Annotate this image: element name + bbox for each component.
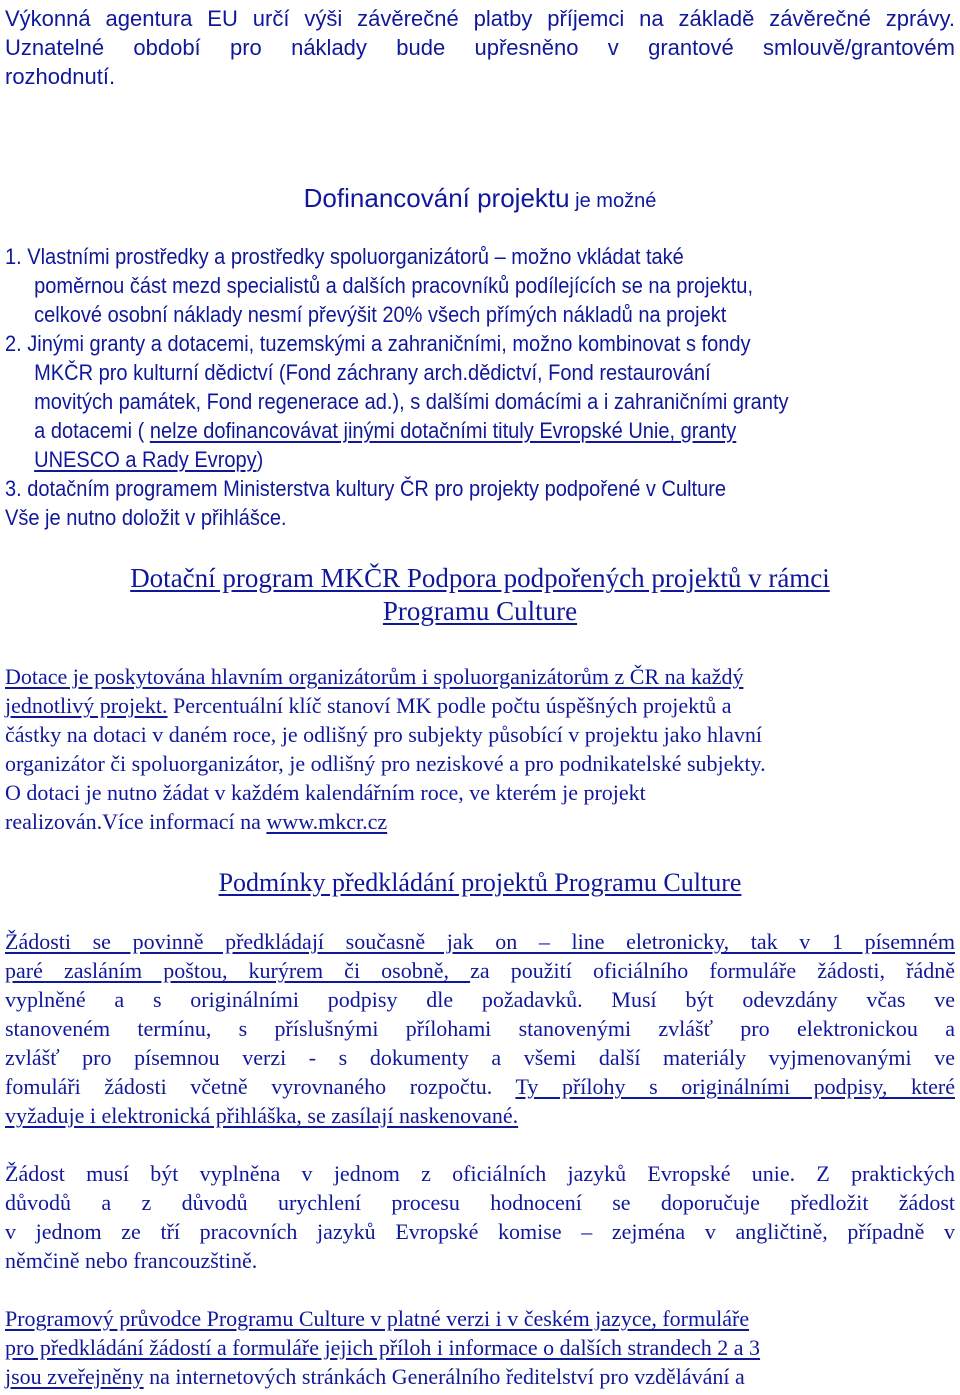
cofinancing-list	[5, 242, 955, 532]
text-plain: a dotacemi (	[34, 418, 150, 443]
intro-line: rozhodnutí.	[5, 64, 116, 89]
list-item-1-line: poměrnou část mezd specialistů a dalších pracovníků podílejících se na projektu,	[34, 273, 754, 298]
conditions-paragraph-1	[5, 927, 955, 1130]
text-plain: fomuláři žádosti včetně vyrovnaného rozpočtu.	[5, 1074, 516, 1099]
conditions-line: Programový průvodce Programu Culture v platné verzi i v českém jazyce, formuláře	[5, 1306, 750, 1331]
conditions-line: Žádost musí být vyplněna v jednom z oficiálních jazyků Evropské unie. Z praktických	[5, 1161, 955, 1186]
list-item-1-line: celkové osobní náklady nesmí převýšit 20% všech přímých nákladů na projekt	[34, 302, 727, 327]
conditions-line	[5, 1072, 955, 1101]
text-plain: Percentuální klíč stanoví MK podle počtu úspěšných projektů a	[167, 693, 732, 718]
text-plain: na internetových stránkách Generálního ředitelství pro vzdělávání a	[143, 1364, 745, 1389]
conditions-paragraph-2	[5, 1159, 955, 1275]
text-plain: za použití oficiálního formuláře žádosti, řádně	[470, 958, 955, 983]
cofinancing-closing: Vše je nutno doložit v přihlášce.	[5, 505, 287, 530]
intro-paragraph	[5, 4, 955, 91]
conditions-line	[5, 1362, 955, 1391]
mkcr-link[interactable]: www.mkcr.cz	[266, 809, 388, 834]
mkcr-title-line: Dotační program MKČR Podpora podpořených projektů v rámci	[130, 563, 830, 593]
mkcr-program-title	[5, 562, 955, 628]
list-item-2-line: movitých památek, Fond regenerace ad.), s dalšími domácími a i zahraničními granty	[34, 389, 789, 414]
mkcr-title-line: Programu Culture	[382, 596, 578, 626]
conditions-title	[5, 866, 955, 899]
list-item-2-line	[5, 445, 870, 474]
conditions-line: pro předkládání žádostí a formuláře jejich příloh i informace o dalších strandech 2 a 3	[5, 1335, 761, 1360]
mkcr-paragraph-line: částky na dotaci v daném roce, je odlišný pro subjekty působící v projektu jako hlavní	[5, 722, 762, 747]
conditions-paragraph-3	[5, 1304, 955, 1391]
text-underlined: UNESCO a Rady Evropy	[34, 447, 257, 472]
mkcr-paragraph-line: organizátor či spoluorganizátor, je odlišný pro neziskové a pro podnikatelské subjekty.	[5, 751, 766, 776]
cofinancing-heading-suffix: je možné	[569, 190, 657, 212]
conditions-line: vyžaduje i elektronická přihláška, se zasílají naskenované.	[5, 1103, 519, 1128]
list-item-3: 3. dotačním programem Ministerstva kultury ČR pro projekty podpořené v Culture	[5, 476, 727, 501]
conditions-line: v jednom ze tří pracovních jazyků Evropské komise – zejména v angličtině, případně v	[5, 1219, 955, 1244]
conditions-line: důvodů a z důvodů urychlení procesu hodnocení se doporučuje předložit žádost	[5, 1190, 955, 1215]
conditions-line: němčině nebo francouzštině.	[5, 1248, 258, 1273]
text-underlined: jednotlivý projekt.	[5, 693, 168, 718]
mkcr-program-paragraph	[5, 662, 955, 836]
mkcr-paragraph-line	[5, 691, 955, 720]
mkcr-paragraph-line	[5, 807, 955, 836]
cofinancing-heading	[5, 181, 955, 218]
mkcr-paragraph-line: Dotace je poskytována hlavním organizátorům i spoluorganizátorům z ČR na každý	[5, 664, 744, 689]
text-plain: )	[256, 447, 264, 472]
list-item-2-line	[5, 416, 870, 445]
list-item-1-line: 1. Vlastními prostředky a prostředky spoluorganizátorů – možno vkládat také	[5, 244, 684, 269]
conditions-line: stanoveném termínu, s příslušnými přílohami stanovenými zvlášť pro elektronickou a	[5, 1016, 955, 1041]
list-item-2-line: MKČR pro kulturní dědictví (Fond záchrany arch.dědictví, Fond restaurování	[34, 360, 711, 385]
conditions-line: Žádosti se povinně předkládají současně jak on – line eletronicky, tak v 1 písemném	[5, 929, 955, 954]
text-underlined: paré zasláním poštou, kurýrem či osobně,	[5, 958, 471, 983]
conditions-line: zvlášť pro písemnou verzi - s dokumenty a všemi další materiály vyjmenovanými ve	[5, 1045, 955, 1070]
conditions-title-text: Podmínky předkládání projektů Programu Culture	[218, 868, 742, 897]
text-underlined: jsou zveřejněny	[5, 1364, 144, 1389]
conditions-line: vyplněné a s originálními podpisy dle požadavků. Musí být odevzdány včas ve	[5, 987, 955, 1012]
text-underlined: Ty přílohy s originálními podpisy, které	[515, 1074, 955, 1099]
intro-line: Uznatelné období pro náklady bude upřesněno v grantové smlouvě/grantovém	[5, 35, 955, 60]
text-plain: realizován.Více informací na	[5, 809, 267, 834]
text-underlined: nelze dofinancovávat jinými dotačními tituly Evropské Unie, granty	[149, 418, 737, 443]
list-item-2-line: 2. Jinými granty a dotacemi, tuzemskými a zahraničními, možno kombinovat s fondy	[5, 331, 751, 356]
intro-line: Výkonná agentura EU určí výši závěrečné platby příjemci na základě závěrečné zprávy.	[5, 6, 955, 31]
mkcr-paragraph-line: O dotaci je nutno žádat v každém kalendářním roce, ve kterém je projekt	[5, 780, 646, 805]
conditions-line	[5, 956, 955, 985]
cofinancing-heading-main: Dofinancování projektu	[303, 183, 570, 213]
